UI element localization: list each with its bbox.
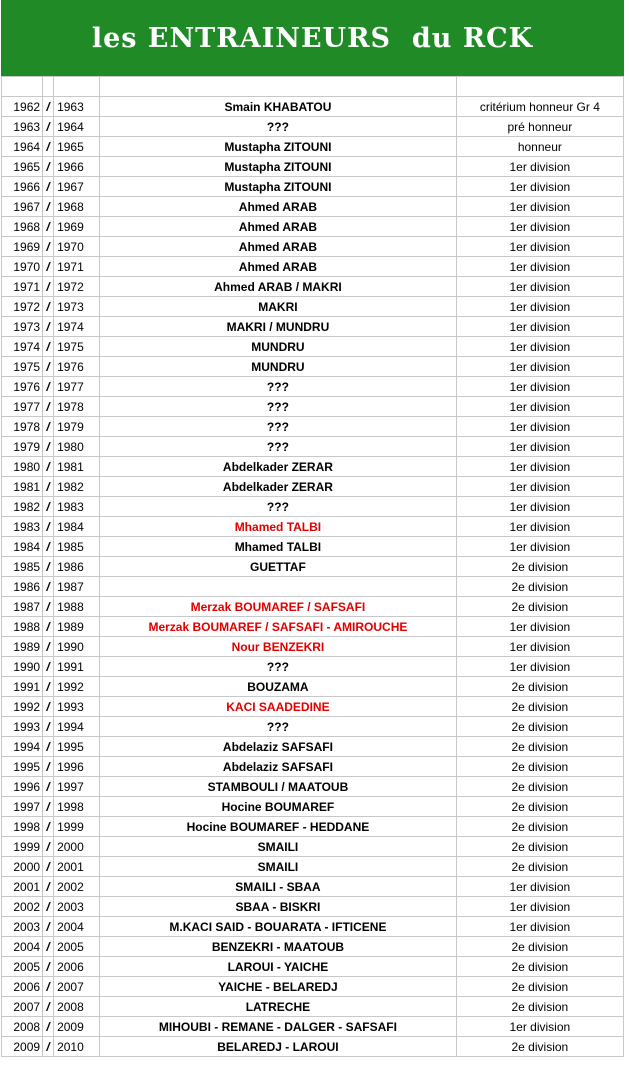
coach-name-cell: ??? (100, 417, 457, 437)
division-cell: 1er division (456, 377, 623, 397)
season-start-cell: 2003 (2, 917, 43, 937)
division-cell: 2e division (456, 677, 623, 697)
season-start-cell: 2004 (2, 937, 43, 957)
cell (100, 77, 457, 97)
season-start-cell: 1990 (2, 657, 43, 677)
season-start-cell: 2007 (2, 997, 43, 1017)
division-cell: 1er division (456, 637, 623, 657)
table-row (2, 317, 624, 337)
table-row (2, 137, 624, 157)
division-cell: 1er division (456, 277, 623, 297)
season-separator-cell: / (43, 217, 54, 237)
season-start-cell: 1989 (2, 637, 43, 657)
season-separator-cell: / (43, 817, 54, 837)
coach-name-cell: MAKRI (100, 297, 457, 317)
table-row (2, 697, 624, 717)
season-end-cell: 1975 (54, 337, 100, 357)
table-row (2, 837, 624, 857)
season-start-cell: 1984 (2, 537, 43, 557)
table-row (2, 257, 624, 277)
table-row (2, 397, 624, 417)
coach-name-cell: Ahmed ARAB / MAKRI (100, 277, 457, 297)
table-row (2, 357, 624, 377)
division-cell: 1er division (456, 237, 623, 257)
coach-name-cell: MIHOUBI - REMANE - DALGER - SAFSAFI (100, 1017, 457, 1037)
coach-name-cell: KACI SAADEDINE (100, 697, 457, 717)
season-separator-cell: / (43, 917, 54, 937)
season-start-cell: 1991 (2, 677, 43, 697)
season-separator-cell: / (43, 837, 54, 857)
season-separator-cell: / (43, 337, 54, 357)
season-separator-cell: / (43, 997, 54, 1017)
division-cell: pré honneur (456, 117, 623, 137)
coach-name-cell: BENZEKRI - MAATOUB (100, 937, 457, 957)
table-row (2, 197, 624, 217)
season-end-cell: 1974 (54, 317, 100, 337)
season-start-cell: 1979 (2, 437, 43, 457)
coaches-table-body (2, 77, 624, 1057)
season-end-cell: 2007 (54, 977, 100, 997)
season-separator-cell: / (43, 577, 54, 597)
season-end-cell: 1967 (54, 177, 100, 197)
table-row (2, 1037, 624, 1057)
season-separator-cell: / (43, 117, 54, 137)
season-end-cell: 1980 (54, 437, 100, 457)
coach-name-cell: Abdelaziz SAFSAFI (100, 757, 457, 777)
coach-name-cell: Ahmed ARAB (100, 257, 457, 277)
season-start-cell: 1987 (2, 597, 43, 617)
table-row (2, 797, 624, 817)
coach-name-cell: ??? (100, 657, 457, 677)
season-start-cell: 1986 (2, 577, 43, 597)
coach-name-cell: M.KACI SAID - BOUARATA - IFTICENE (100, 917, 457, 937)
season-end-cell: 1991 (54, 657, 100, 677)
season-end-cell: 1976 (54, 357, 100, 377)
coach-name-cell: LATRECHE (100, 997, 457, 1017)
season-start-cell: 1999 (2, 837, 43, 857)
season-end-cell: 1995 (54, 737, 100, 757)
season-end-cell: 1986 (54, 557, 100, 577)
table-row (2, 577, 624, 597)
coach-name-cell: ??? (100, 397, 457, 417)
division-cell: 2e division (456, 857, 623, 877)
division-cell: 1er division (456, 317, 623, 337)
season-separator-cell: / (43, 137, 54, 157)
season-end-cell: 2001 (54, 857, 100, 877)
season-separator-cell: / (43, 1037, 54, 1057)
blank-row (2, 77, 624, 97)
season-start-cell: 2008 (2, 1017, 43, 1037)
season-start-cell: 1968 (2, 217, 43, 237)
season-separator-cell: / (43, 797, 54, 817)
coach-name-cell: ??? (100, 117, 457, 137)
season-separator-cell: / (43, 657, 54, 677)
table-row (2, 957, 624, 977)
season-end-cell: 1997 (54, 777, 100, 797)
season-end-cell: 1964 (54, 117, 100, 137)
season-start-cell: 1966 (2, 177, 43, 197)
season-start-cell: 2009 (2, 1037, 43, 1057)
season-separator-cell: / (43, 417, 54, 437)
table-row (2, 517, 624, 537)
coach-name-cell: Abdelkader ZERAR (100, 477, 457, 497)
season-start-cell: 1965 (2, 157, 43, 177)
season-end-cell: 1989 (54, 617, 100, 637)
coach-name-cell: STAMBOULI / MAATOUB (100, 777, 457, 797)
season-separator-cell: / (43, 557, 54, 577)
table-row (2, 117, 624, 137)
season-end-cell: 2008 (54, 997, 100, 1017)
table-row (2, 97, 624, 117)
season-start-cell: 1975 (2, 357, 43, 377)
division-cell: 1er division (456, 537, 623, 557)
season-separator-cell: / (43, 737, 54, 757)
division-cell: 2e division (456, 737, 623, 757)
coaches-table (1, 76, 624, 1057)
season-start-cell: 1970 (2, 257, 43, 277)
season-separator-cell: / (43, 697, 54, 717)
coach-name-cell: ??? (100, 497, 457, 517)
season-separator-cell: / (43, 157, 54, 177)
season-separator-cell: / (43, 937, 54, 957)
season-start-cell: 2006 (2, 977, 43, 997)
division-cell: 1er division (456, 917, 623, 937)
season-separator-cell: / (43, 717, 54, 737)
division-cell: 2e division (456, 997, 623, 1017)
season-end-cell: 1984 (54, 517, 100, 537)
division-cell: 1er division (456, 177, 623, 197)
season-end-cell: 1963 (54, 97, 100, 117)
season-start-cell: 1983 (2, 517, 43, 537)
table-row (2, 537, 624, 557)
season-start-cell: 1997 (2, 797, 43, 817)
table-row (2, 977, 624, 997)
season-start-cell: 1996 (2, 777, 43, 797)
division-cell: 1er division (456, 457, 623, 477)
division-cell: 1er division (456, 257, 623, 277)
season-end-cell: 1982 (54, 477, 100, 497)
season-start-cell: 1969 (2, 237, 43, 257)
season-separator-cell: / (43, 177, 54, 197)
table-row (2, 1017, 624, 1037)
coach-name-cell: Mhamed TALBI (100, 517, 457, 537)
coach-name-cell: Hocine BOUMAREF (100, 797, 457, 817)
table-row (2, 737, 624, 757)
season-end-cell: 1977 (54, 377, 100, 397)
season-start-cell: 1963 (2, 117, 43, 137)
coach-name-cell: Ahmed ARAB (100, 217, 457, 237)
cell (54, 77, 100, 97)
season-separator-cell: / (43, 757, 54, 777)
season-separator-cell: / (43, 437, 54, 457)
season-separator-cell: / (43, 897, 54, 917)
division-cell: 2e division (456, 817, 623, 837)
season-end-cell: 1996 (54, 757, 100, 777)
season-separator-cell: / (43, 977, 54, 997)
season-end-cell: 1985 (54, 537, 100, 557)
coach-name-cell: ??? (100, 377, 457, 397)
division-cell: 2e division (456, 557, 623, 577)
season-end-cell: 1992 (54, 677, 100, 697)
season-end-cell: 1968 (54, 197, 100, 217)
coach-name-cell (100, 577, 457, 597)
division-cell: 1er division (456, 877, 623, 897)
season-separator-cell: / (43, 517, 54, 537)
table-row (2, 417, 624, 437)
division-cell: 1er division (456, 417, 623, 437)
coach-name-cell: SMAILI (100, 837, 457, 857)
table-row (2, 457, 624, 477)
division-cell: 2e division (456, 577, 623, 597)
division-cell: critérium honneur Gr 4 (456, 97, 623, 117)
division-cell: honneur (456, 137, 623, 157)
season-separator-cell: / (43, 497, 54, 517)
season-separator-cell: / (43, 317, 54, 337)
title-right: du RCK (411, 22, 534, 54)
division-cell: 2e division (456, 697, 623, 717)
season-start-cell: 1994 (2, 737, 43, 757)
season-separator-cell: / (43, 677, 54, 697)
season-separator-cell: / (43, 537, 54, 557)
season-start-cell: 2005 (2, 957, 43, 977)
table-row (2, 997, 624, 1017)
season-separator-cell: / (43, 197, 54, 217)
table-row (2, 337, 624, 357)
division-cell: 1er division (456, 297, 623, 317)
season-end-cell: 1983 (54, 497, 100, 517)
season-end-cell: 1994 (54, 717, 100, 737)
season-start-cell: 1995 (2, 757, 43, 777)
coach-name-cell: YAICHE - BELAREDJ (100, 977, 457, 997)
coach-name-cell: Merzak BOUMAREF / SAFSAFI (100, 597, 457, 617)
division-cell: 2e division (456, 1037, 623, 1057)
coach-name-cell: Ahmed ARAB (100, 197, 457, 217)
season-end-cell: 1966 (54, 157, 100, 177)
season-end-cell: 1993 (54, 697, 100, 717)
season-end-cell: 1998 (54, 797, 100, 817)
season-separator-cell: / (43, 237, 54, 257)
division-cell: 1er division (456, 217, 623, 237)
season-end-cell: 2000 (54, 837, 100, 857)
season-start-cell: 1992 (2, 697, 43, 717)
season-end-cell: 1990 (54, 637, 100, 657)
table-row (2, 557, 624, 577)
division-cell: 2e division (456, 837, 623, 857)
table-row (2, 437, 624, 457)
table-row (2, 177, 624, 197)
table-row (2, 277, 624, 297)
division-cell: 1er division (456, 897, 623, 917)
division-cell: 1er division (456, 617, 623, 637)
coach-name-cell: Smain KHABATOU (100, 97, 457, 117)
division-cell: 1er division (456, 397, 623, 417)
season-end-cell: 2002 (54, 877, 100, 897)
season-separator-cell: / (43, 97, 54, 117)
season-end-cell: 2006 (54, 957, 100, 977)
season-start-cell: 1977 (2, 397, 43, 417)
season-start-cell: 1982 (2, 497, 43, 517)
season-separator-cell: / (43, 357, 54, 377)
table-row (2, 777, 624, 797)
division-cell: 2e division (456, 717, 623, 737)
coach-name-cell: BELAREDJ - LAROUI (100, 1037, 457, 1057)
season-start-cell: 1971 (2, 277, 43, 297)
season-start-cell: 1976 (2, 377, 43, 397)
season-end-cell: 1970 (54, 237, 100, 257)
season-separator-cell: / (43, 617, 54, 637)
division-cell: 2e division (456, 977, 623, 997)
coach-name-cell: ??? (100, 717, 457, 737)
division-cell: 2e division (456, 937, 623, 957)
coach-name-cell: LAROUI - YAICHE (100, 957, 457, 977)
coach-name-cell: BOUZAMA (100, 677, 457, 697)
coach-name-cell: SBAA - BISKRI (100, 897, 457, 917)
division-cell: 2e division (456, 957, 623, 977)
coach-name-cell: MUNDRU (100, 357, 457, 377)
season-end-cell: 1969 (54, 217, 100, 237)
season-start-cell: 1993 (2, 717, 43, 737)
division-cell: 1er division (456, 497, 623, 517)
season-end-cell: 1987 (54, 577, 100, 597)
season-end-cell: 2009 (54, 1017, 100, 1037)
table-row (2, 597, 624, 617)
season-start-cell: 1967 (2, 197, 43, 217)
season-separator-cell: / (43, 477, 54, 497)
season-end-cell: 1972 (54, 277, 100, 297)
season-start-cell: 1964 (2, 137, 43, 157)
division-cell: 2e division (456, 777, 623, 797)
coach-name-cell: ??? (100, 437, 457, 457)
coach-name-cell: Mustapha ZITOUNI (100, 177, 457, 197)
table-row (2, 637, 624, 657)
division-cell: 1er division (456, 657, 623, 677)
table-row (2, 377, 624, 397)
season-end-cell: 1981 (54, 457, 100, 477)
table-row (2, 917, 624, 937)
table-row (2, 297, 624, 317)
coach-name-cell: MAKRI / MUNDRU (100, 317, 457, 337)
table-row (2, 817, 624, 837)
cell (2, 77, 43, 97)
coach-name-cell: Ahmed ARAB (100, 237, 457, 257)
cell (456, 77, 623, 97)
season-start-cell: 1988 (2, 617, 43, 637)
coach-name-cell: MUNDRU (100, 337, 457, 357)
season-start-cell: 1980 (2, 457, 43, 477)
season-separator-cell: / (43, 1017, 54, 1037)
season-start-cell: 1974 (2, 337, 43, 357)
division-cell: 1er division (456, 157, 623, 177)
division-cell: 1er division (456, 337, 623, 357)
table-row (2, 657, 624, 677)
season-separator-cell: / (43, 857, 54, 877)
table-row (2, 237, 624, 257)
coach-name-cell: GUETTAF (100, 557, 457, 577)
coach-name-cell: Nour BENZEKRI (100, 637, 457, 657)
table-row (2, 877, 624, 897)
division-cell: 2e division (456, 797, 623, 817)
table-row (2, 937, 624, 957)
table-row (2, 717, 624, 737)
table-row (2, 617, 624, 637)
cell (43, 77, 54, 97)
table-row (2, 477, 624, 497)
season-start-cell: 2001 (2, 877, 43, 897)
division-cell: 2e division (456, 757, 623, 777)
coach-name-cell: Mustapha ZITOUNI (100, 157, 457, 177)
division-cell: 1er division (456, 477, 623, 497)
season-end-cell: 1973 (54, 297, 100, 317)
table-row (2, 677, 624, 697)
season-separator-cell: / (43, 297, 54, 317)
coach-name-cell: SMAILI - SBAA (100, 877, 457, 897)
season-separator-cell: / (43, 597, 54, 617)
season-end-cell: 1999 (54, 817, 100, 837)
table-row (2, 217, 624, 237)
season-start-cell: 1962 (2, 97, 43, 117)
table-row (2, 497, 624, 517)
coach-name-cell: SMAILI (100, 857, 457, 877)
season-separator-cell: / (43, 397, 54, 417)
season-start-cell: 1981 (2, 477, 43, 497)
division-cell: 1er division (456, 1017, 623, 1037)
season-end-cell: 2010 (54, 1037, 100, 1057)
season-separator-cell: / (43, 257, 54, 277)
season-end-cell: 2004 (54, 917, 100, 937)
season-end-cell: 1965 (54, 137, 100, 157)
table-row (2, 897, 624, 917)
coach-name-cell: Abdelaziz SAFSAFI (100, 737, 457, 757)
season-separator-cell: / (43, 377, 54, 397)
coach-name-cell: Merzak BOUMAREF / SAFSAFI - AMIROUCHE (100, 617, 457, 637)
season-start-cell: 1972 (2, 297, 43, 317)
season-end-cell: 1988 (54, 597, 100, 617)
page-title (1, 0, 624, 76)
division-cell: 1er division (456, 517, 623, 537)
season-start-cell: 1985 (2, 557, 43, 577)
division-cell: 1er division (456, 437, 623, 457)
season-separator-cell: / (43, 637, 54, 657)
season-separator-cell: / (43, 877, 54, 897)
season-separator-cell: / (43, 277, 54, 297)
title-left: les ENTRAINEURS (91, 22, 392, 54)
season-start-cell: 1973 (2, 317, 43, 337)
division-cell: 1er division (456, 197, 623, 217)
table-row (2, 757, 624, 777)
table-row (2, 157, 624, 177)
season-separator-cell: / (43, 777, 54, 797)
division-cell: 2e division (456, 597, 623, 617)
season-end-cell: 1971 (54, 257, 100, 277)
season-start-cell: 1978 (2, 417, 43, 437)
season-start-cell: 2002 (2, 897, 43, 917)
season-start-cell: 1998 (2, 817, 43, 837)
coach-name-cell: Hocine BOUMAREF - HEDDANE (100, 817, 457, 837)
division-cell: 1er division (456, 357, 623, 377)
table-row (2, 857, 624, 877)
season-separator-cell: / (43, 457, 54, 477)
season-end-cell: 1979 (54, 417, 100, 437)
season-separator-cell: / (43, 957, 54, 977)
season-end-cell: 1978 (54, 397, 100, 417)
coach-name-cell: Mustapha ZITOUNI (100, 137, 457, 157)
season-end-cell: 2005 (54, 937, 100, 957)
season-start-cell: 2000 (2, 857, 43, 877)
season-end-cell: 2003 (54, 897, 100, 917)
coach-name-cell: Abdelkader ZERAR (100, 457, 457, 477)
coach-name-cell: Mhamed TALBI (100, 537, 457, 557)
